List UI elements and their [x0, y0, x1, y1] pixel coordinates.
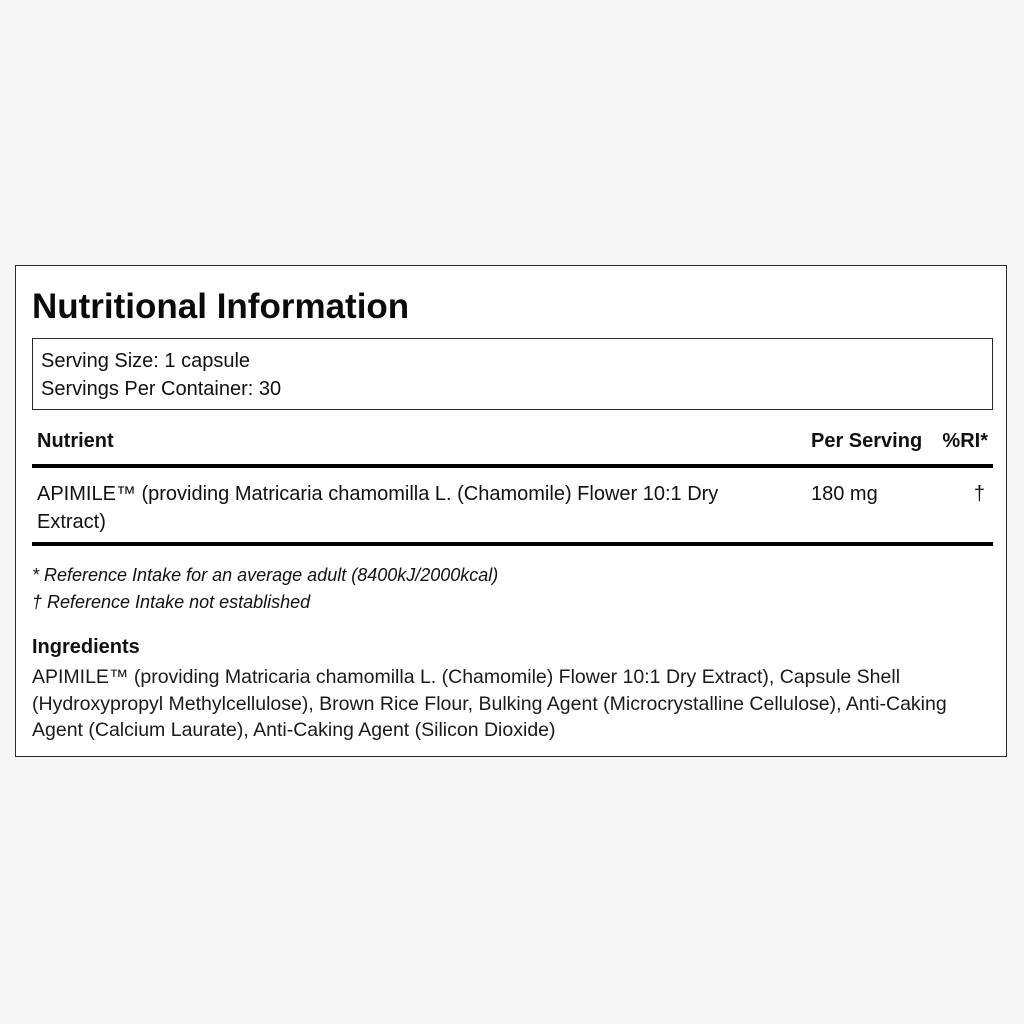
ingredients-text: APIMILE™ (providing Matricaria chamomilla L. (Chamomile) Flower 10:1 Dry Extract), Capsule Shell (Hydroxypropyl Methylcellulose), Brown Rice Flour, Bulking Agent (Microcrystalline Cellulose), Anti-Caking Agent (Calcium Laurate), Anti-Caking Agent (Silicon Dioxide) [32, 666, 947, 741]
serving-size: Serving Size: 1 capsule [41, 350, 251, 372]
row-nutrient-name: APIMILE™ (providing Matricaria chamomilla L. (Chamomile) Flower 10:1 Dry Extract) [37, 483, 719, 533]
header-nutrient: Nutrient [37, 430, 114, 452]
header-ri: %RI* [942, 430, 988, 452]
row-per-serving: 180 mg [811, 483, 878, 505]
footnotes [32, 562, 498, 616]
row-ri: † [973, 483, 985, 505]
nutrient-table-header [32, 426, 993, 468]
footnote-not-established: † Reference Intake not established [32, 592, 311, 612]
panel-title: Nutritional Information [32, 287, 410, 326]
serving-info-box [32, 338, 993, 410]
footnote-reference-intake: * Reference Intake for an average adult (8400kJ/2000kcal) [32, 565, 499, 585]
ingredients-heading: Ingredients [32, 636, 140, 658]
nutrition-panel [15, 265, 1007, 757]
table-row [32, 468, 993, 546]
header-per-serving: Per Serving [811, 430, 923, 452]
servings-per-container: Servings Per Container: 30 [41, 378, 282, 400]
